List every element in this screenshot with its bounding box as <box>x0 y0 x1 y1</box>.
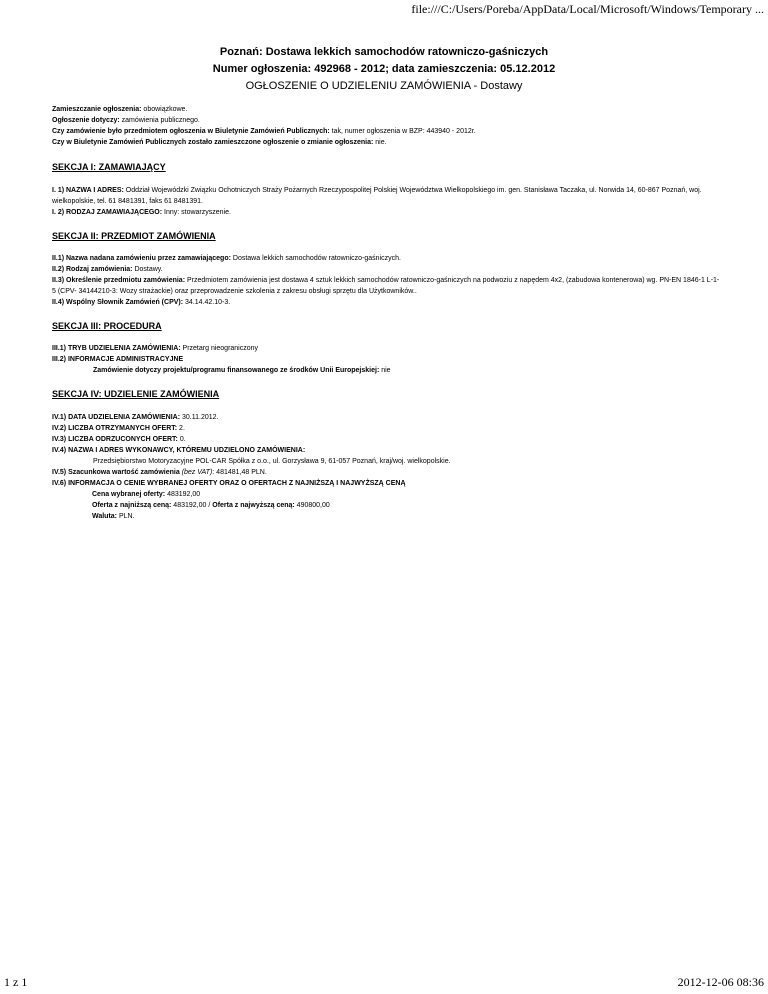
section3-admin-label: III.2) INFORMACJE ADMINISTRACYJNE <box>52 356 184 363</box>
section4-date-row <box>52 412 722 423</box>
placement-value: obowiązkowe. <box>141 106 188 113</box>
section2-kind-value: Dostawy. <box>132 266 163 273</box>
concerns-label: Ogłoszenie dotyczy: <box>52 117 120 124</box>
section4-lowest-value: 483192,00 <box>171 502 207 509</box>
document-body <box>52 104 722 522</box>
section2-cpv-label: II.4) Wspólny Słownik Zamówień (CPV): <box>52 299 184 306</box>
section1-type-value: Inny: stowarzyszenie. <box>162 209 231 216</box>
section1-name-label: I. 1) NAZWA I ADRES: <box>52 187 124 194</box>
change-label: Czy w Biuletynie Zamówień Publicznych zostało zamieszczone ogłoszenie o zmianie ogłoszenia: <box>52 139 374 146</box>
section4-rejected-value: 0. <box>177 436 186 443</box>
section1-name-value: Oddział Wojewódzki Związku Ochotniczych Straży Pożarnych Rzeczypospolitej Polskiej Województwa Wielkopolskiego im. gen. Stanisława Taczaka, ul. Norwida 14, 60-867 Poznań, woj. wielkopolskie, tel. 61 8481391, faks 61 8481391. <box>52 187 702 205</box>
section3-mode-label: III.1) TRYB UDZIELENIA ZAMÓWIENIA: <box>52 345 181 352</box>
section4-contractor-value: Przedsiębiorstwo Motoryzacyjne POL-CAR Spółka z o.o., ul. Gorzysława 9, 61-057 Poznań, kraj/woj. wielkopolskie. <box>93 458 451 465</box>
section4-currency-label: Waluta: <box>92 513 118 520</box>
print-footer-page: 1 z 1 <box>4 975 28 989</box>
section1-name-row <box>52 185 722 207</box>
title-notice-number: Numer ogłoszenia: 492968 - 2012; data zamieszczenia: 05.12.2012 <box>212 63 556 75</box>
section3-admin-row <box>52 354 722 365</box>
section1-type-row <box>52 207 722 218</box>
section4-title: SEKCJA IV: UDZIELENIE ZAMÓWIENIA <box>52 389 220 399</box>
section4-estimate-vat: (bez VAT) <box>181 469 213 476</box>
section1-type-label: I. 2) RODZAJ ZAMAWIAJĄCEGO: <box>52 209 163 216</box>
section3-mode-row <box>52 343 722 354</box>
section4-chosen-value: 483192,00 <box>165 491 201 498</box>
section2-title: SEKCJA II: PRZEDMIOT ZAMÓWIENIA <box>52 231 216 241</box>
document-title <box>0 44 768 95</box>
bzp-label: Czy zamówienie było przedmiotem ogłoszenia w Biuletynie Zamówień Publicznych: <box>52 128 330 135</box>
section4-offers-value: 2. <box>177 425 185 432</box>
section2-name-label: II.1) Nazwa nadana zamówieniu przez zamawiającego: <box>52 255 231 262</box>
section4-estimate-value: : 481481,48 PLN. <box>212 469 267 476</box>
section4-range-separator: / <box>206 502 213 509</box>
section3-mode-value: Przetarg nieograniczony <box>180 345 259 352</box>
section4-offers-row <box>52 423 722 434</box>
section4-currency-value: PLN. <box>117 513 135 520</box>
placement-label: Zamieszczanie ogłoszenia: <box>52 106 142 113</box>
section4-rejected-label: IV.3) LICZBA ODRZUCONYCH OFERT: <box>52 436 178 443</box>
concerns-row <box>52 115 722 126</box>
section3-title: SEKCJA III: PROCEDURA <box>52 321 162 331</box>
placement-row <box>52 104 722 115</box>
bzp-value: tak, numer ogłoszenia w BZP: 443940 - 2012r. <box>329 128 476 135</box>
section3-eu-label: Zamówienie dotyczy projektu/programu finansowanego ze środków Unii Europejskiej: <box>93 367 380 374</box>
section4-lowest-label: Oferta z najniższą ceną: <box>92 502 172 509</box>
section2-kind-label: II.2) Rodzaj zamówienia: <box>52 266 133 273</box>
section4-range-row <box>52 500 722 511</box>
print-header-url: file:///C:/Users/Poreba/AppData/Local/Microsoft/Windows/Temporary ... <box>411 2 764 16</box>
section4-contractor-label: IV.4) NAZWA I ADRES WYKONAWCY, KTÓREMU UDZIELONO ZAMÓWIENIA: <box>52 447 306 454</box>
section2-desc-row <box>52 275 722 297</box>
bzp-row <box>52 126 722 137</box>
change-row <box>52 137 722 148</box>
section4-highest-label: Oferta z najwyższą ceną: <box>212 502 295 509</box>
section4-estimate-label: IV.5) Szacunkowa wartość zamówienia <box>52 469 180 476</box>
section4-contractor-row <box>52 445 722 456</box>
section2-name-row <box>52 253 722 264</box>
section4-price-row <box>52 478 722 489</box>
section3-eu-value: nie <box>379 367 391 374</box>
section4-highest-value: 490800,00 <box>294 502 330 509</box>
section3-eu-row <box>52 365 722 376</box>
concerns-value: zamówienia publicznego. <box>119 117 200 124</box>
section4-rejected-row <box>52 434 722 445</box>
section4-chosen-row <box>52 489 722 500</box>
section4-date-label: IV.1) DATA UDZIELENIA ZAMÓWIENIA: <box>52 414 181 421</box>
print-footer-datetime: 2012-12-06 08:36 <box>677 975 764 989</box>
section4-estimate-row <box>52 467 722 478</box>
section2-name-value: Dostawa lekkich samochodów ratowniczo-gaśniczych. <box>230 255 401 262</box>
section2-desc-value: Przedmiotem zamówienia jest dostawa 4 sztuk lekkich samochodów ratowniczo-gaśniczych na podwoziu z napędem 4x2, (zabudowa kontenerowa) wg. PN-EN 1846-1 L-1-5 (CPV- 34144210-3: Wozy strażackie) oraz przeprowadzenie szkolenia z zakresu obsługi sprzętu dla Użytkowników.. <box>52 277 720 295</box>
section2-kind-row <box>52 264 722 275</box>
title-notice-type: OGŁOSZENIE O UDZIELENIU ZAMÓWIENIA - Dostawy <box>245 80 523 92</box>
change-value: nie. <box>373 139 387 146</box>
section4-chosen-label: Cena wybranej oferty: <box>92 491 166 498</box>
section2-desc-label: II.3) Określenie przedmiotu zamówienia: <box>52 277 186 284</box>
section2-cpv-value: 34.14.42.10-3. <box>183 299 231 306</box>
section4-date-value: 30.11.2012. <box>180 414 219 421</box>
title-subject: Poznań: Dostawa lekkich samochodów ratowniczo-gaśniczych <box>219 46 549 58</box>
section4-currency-row <box>52 511 722 522</box>
section4-price-label: IV.6) INFORMACJA O CENIE WYBRANEJ OFERTY ORAZ O OFERTACH Z NAJNIŻSZĄ I NAJWYŻSZĄ CENĄ <box>52 480 406 487</box>
section1-title: SEKCJA I: ZAMAWIAJĄCY <box>52 162 166 172</box>
section2-cpv-row <box>52 297 722 308</box>
section4-offers-label: IV.2) LICZBA OTRZYMANYCH OFERT: <box>52 425 178 432</box>
